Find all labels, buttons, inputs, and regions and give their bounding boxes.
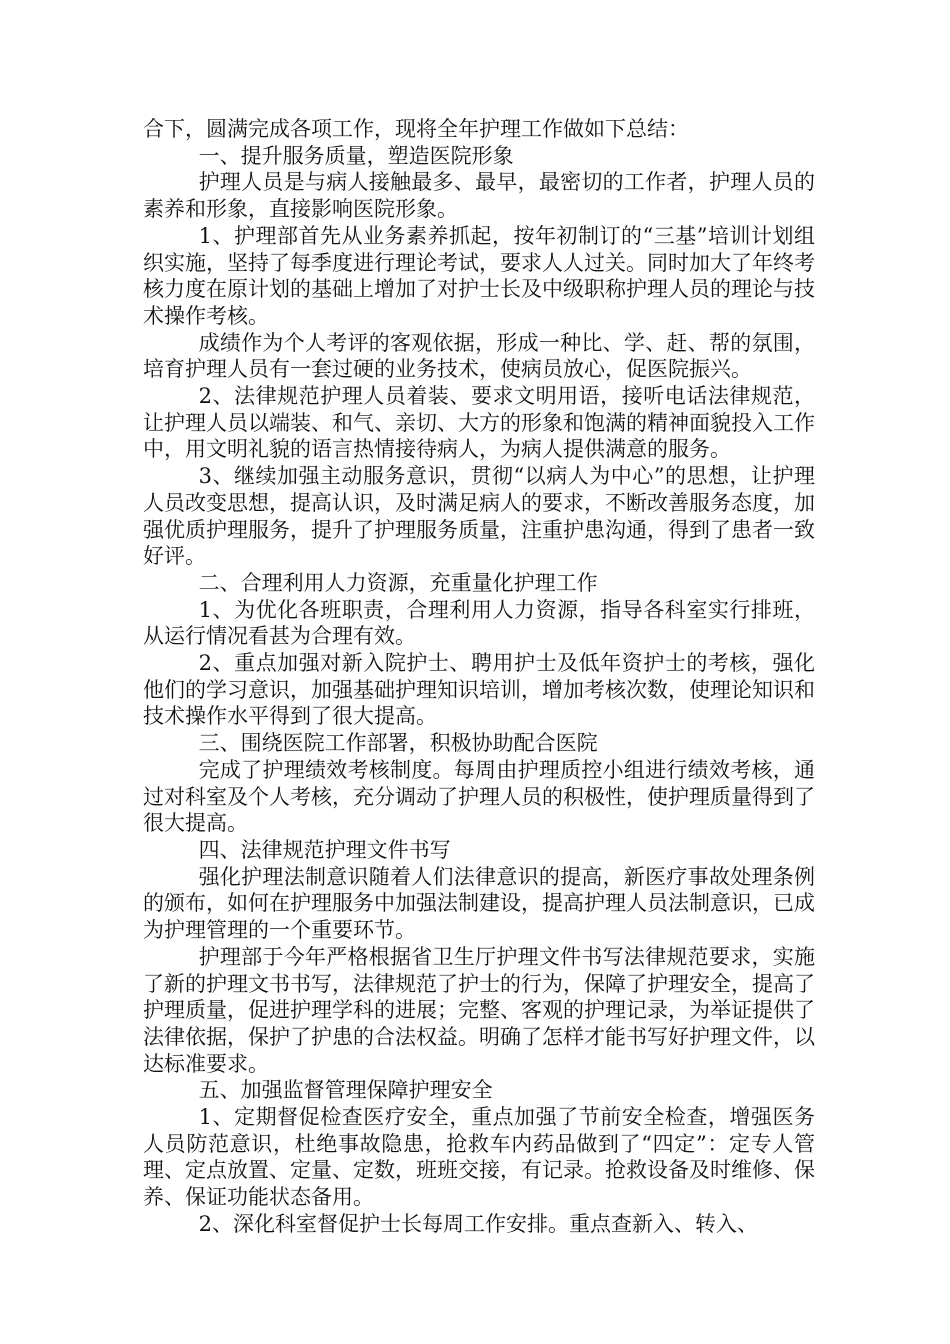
paragraph: 1、护理部首先从业务素养抓起，按年初制订的“三基”培训计划组织实施，坚持了每季度进行理论考试，要求人人过关。同时加大了年终考核力度在原计划的基础上增加了对护士长及中级职称护理人员的理论与技术操作考核。: [143, 223, 815, 328]
document-page: [143, 116, 815, 1238]
paragraph-opening: 合下，圆满完成各项工作，现将全年护理工作做如下总结：: [143, 117, 689, 141]
paragraph: 完成了护理绩效考核制度。每周由护理质控小组进行绩效考核，通过对科室及个人考核，充分调动了护理人员的积极性，使护理质量得到了很大提高。: [143, 757, 815, 836]
paragraph: 1、为优化各班职责，合理利用人力资源，指导各科室实行排班，从运行情况看甚为合理有效。: [143, 597, 815, 649]
paragraph: 护理部于今年严格根据省卫生厅护理文件书写法律规范要求，实施了新的护理文书书写，法律规范了护士的行为，保障了护理安全，提高了护理质量，促进护理学科的进展；完整、客观的护理记录，为举证提供了法律依据，保护了护患的合法权益。明确了怎样才能书写好护理文件，以达标准要求。: [143, 944, 815, 1076]
paragraph: 2、重点加强对新入院护士、聘用护士及低年资护士的考核，强化他们的学习意识，加强基础护理知识培训，增加考核次数，使理论知识和技术操作水平得到了很大提高。: [143, 651, 815, 729]
heading-section-1: 一、提升服务质量，塑造医院形象: [198, 143, 514, 168]
paragraph: 1、定期督促检查医疗安全，重点加强了节前安全检查，增强医务人员防范意识，杜绝事故隐患，抢救车内药品做到了“四定”：定专人管理、定点放置、定量、定数，班班交接，有记录。抢救设备及时维修、保养、保证功能状态备用。: [143, 1105, 815, 1210]
heading-section-3: 三、围绕医院工作部署，积极协助配合医院: [198, 731, 598, 756]
heading-section-5: 五、加强监督管理保障护理安全: [198, 1078, 493, 1103]
heading-section-2: 二、合理利用人力资源，充重量化护理工作: [198, 570, 598, 595]
paragraph: 3、继续加强主动服务意识，贯彻“以病人为中心”的思想，让护理人员改变思想，提高认识，及时满足病人的要求，不断改善服务态度，加强优质护理服务，提升了护理服务质量，注重护患沟通，得到了患者一致好评。: [143, 464, 815, 569]
paragraph: 2、深化科室督促护士长每周工作安排。重点查新入、转入、: [198, 1211, 758, 1236]
paragraph: 护理人员是与病人接触最多、最早，最密切的工作者，护理人员的素养和形象，直接影响医院形象。: [143, 170, 815, 222]
paragraph: 2、法律规范护理人员着装、要求文明用语，接听电话法律规范，让护理人员以端装、和气、亲切、大方的形象和饱满的精神面貌投入工作中，用文明礼貌的语言热情接待病人，为病人提供满意的服务。: [143, 384, 815, 462]
heading-section-4: 四、法律规范护理文件书写: [198, 837, 451, 862]
paragraph: 强化护理法制意识随着人们法律意识的提高，新医疗事故处理条例的颁布，如何在护理服务中加强法制建设，提高护理人员法制意识，已成为护理管理的一个重要环节。: [143, 864, 815, 943]
paragraph: 成绩作为个人考评的客观依据，形成一种比、学、赶、帮的氛围，培育护理人员有一套过硬的业务技术，使病员放心，促医院振兴。: [143, 330, 815, 382]
